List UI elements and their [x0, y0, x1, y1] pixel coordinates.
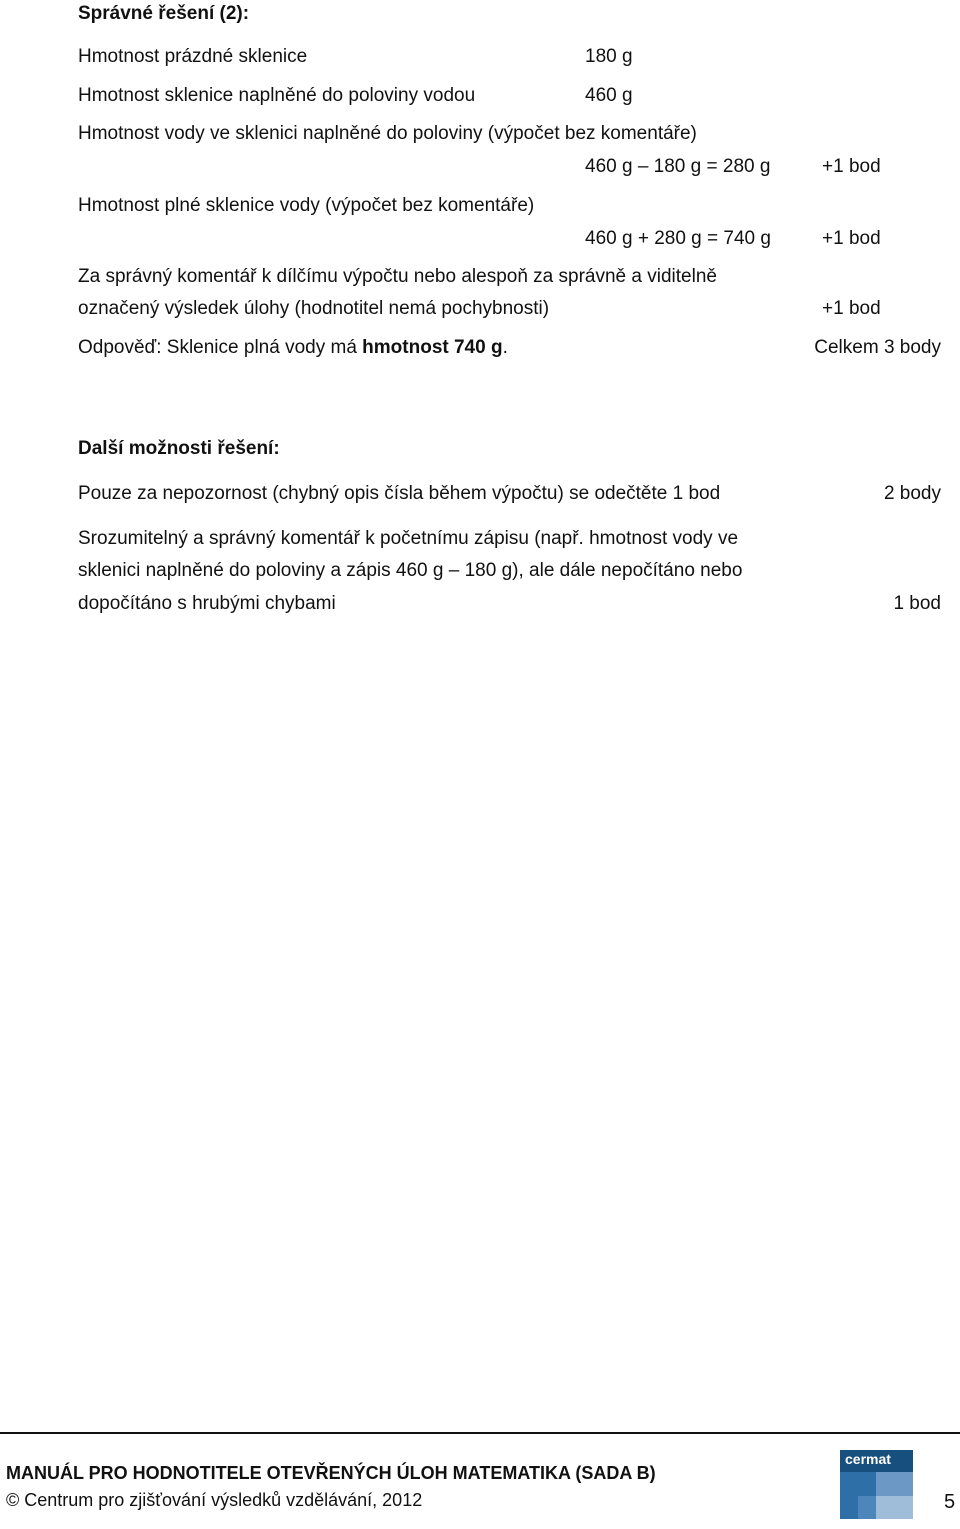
empty-glass-label: Hmotnost prázdné sklenice	[78, 46, 308, 67]
footer-divider	[0, 1432, 960, 1434]
other-options-title: Další možnosti řešení:	[78, 438, 280, 459]
section-title: Správné řešení (2):	[78, 3, 250, 24]
page-number: 5	[944, 1491, 956, 1513]
empty-glass-value: 180 g	[585, 46, 633, 67]
answer	[78, 337, 508, 360]
full-glass-label: Hmotnost plné sklenice vody (výpočet bez komentáře)	[78, 195, 535, 216]
comment-line-2: označený výsledek úlohy (hodnotitel nemá pochybnosti)	[78, 298, 550, 319]
option-2-line-1: Srozumitelný a správný komentář k početnímu zápisu (např. hmotnost vody ve	[78, 528, 739, 549]
answer-prefix: Odpověď: Sklenice plná vody má	[78, 337, 363, 358]
water-half-calc: 460 g – 180 g = 280 g	[585, 156, 771, 177]
footer-title: MANUÁL PRO HODNOTITELE OTEVŘENÝCH ÚLOH MATEMATIKA (SADA B)	[6, 1463, 656, 1483]
answer-suffix: .	[502, 337, 508, 358]
option-1-text: Pouze za nepozornost (chybný opis čísla během výpočtu) se odečtěte 1 bod	[78, 483, 721, 504]
logo-text: cermat	[845, 1451, 891, 1467]
cermat-logo	[840, 1450, 913, 1519]
option-1-points: 2 body	[883, 483, 941, 504]
full-glass-calc: 460 g + 280 g = 740 g	[585, 228, 771, 249]
water-half-points: +1 bod	[822, 156, 881, 177]
comment-points: +1 bod	[822, 298, 881, 319]
option-2-line-2: sklenici naplněné do poloviny a zápis 460 g – 180 g), ale dále nepočítáno nebo	[78, 560, 743, 581]
comment-line-1: Za správný komentář k dílčímu výpočtu nebo alespoň za správně a viditelně	[78, 266, 717, 287]
half-glass-value: 460 g	[585, 85, 633, 106]
option-2-line-3: dopočítáno s hrubými chybami	[78, 593, 336, 614]
full-glass-points: +1 bod	[822, 228, 881, 249]
total-points: Celkem 3 body	[814, 337, 941, 358]
footer-copyright: © Centrum pro zjišťování výsledků vzdělávání, 2012	[6, 1490, 423, 1510]
answer-bold: hmotnost 740 g	[362, 337, 503, 358]
water-half-label: Hmotnost vody ve sklenici naplněné do poloviny (výpočet bez komentáře)	[78, 123, 697, 144]
half-glass-label: Hmotnost sklenice naplněné do poloviny vodou	[78, 85, 476, 106]
option-2-points: 1 bod	[893, 593, 941, 614]
